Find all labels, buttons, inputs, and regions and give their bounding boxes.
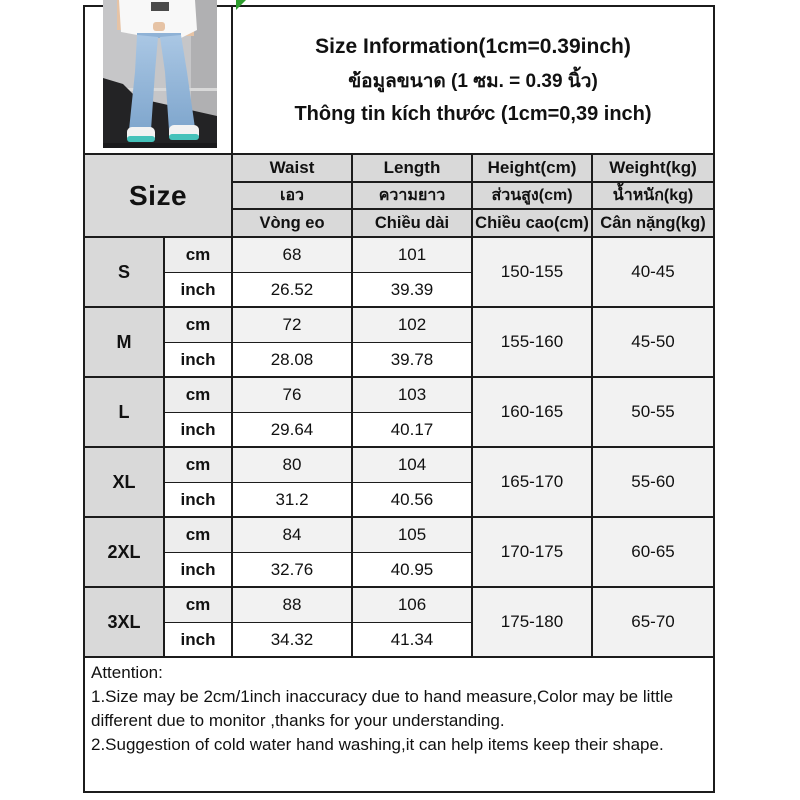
waist-cm-value: 76: [233, 378, 353, 413]
size-label: L: [85, 378, 165, 448]
unit-cm-cell: cm: [165, 308, 233, 343]
unit-inch-cell: inch: [165, 413, 233, 448]
green-corner-marker-icon: [236, 0, 246, 10]
col-header-weight-th: น้ำหนัก(kg): [593, 183, 713, 210]
waist-cm-value: 72: [233, 308, 353, 343]
height-range-value: 150-155: [473, 238, 593, 308]
attention-line-2: 2.Suggestion of cold water hand washing,it can help items keep their shape.: [91, 735, 664, 755]
col-header-length-vi: Chiều dài: [353, 210, 473, 238]
col-header-waist-en: Waist: [233, 155, 353, 183]
size-label: XL: [85, 448, 165, 518]
size-chart-sheet: [83, 5, 715, 793]
unit-cm-cell: cm: [165, 518, 233, 553]
title-block: [233, 7, 713, 155]
col-header-height-th: ส่วนสูง(cm): [473, 183, 593, 210]
height-range-value: 170-175: [473, 518, 593, 588]
unit-inch-cell: inch: [165, 483, 233, 518]
waist-inch-value: 34.32: [233, 623, 353, 658]
attention-line-1: 1.Size may be 2cm/1inch inaccuracy due to hand measure,Color may be little different due to monitor ,thanks for your understanding.: [91, 687, 674, 731]
length-cm-value: 106: [353, 588, 473, 623]
waist-inch-value: 32.76: [233, 553, 353, 588]
title-vietnamese: Thông tin kích thước (1cm=0,39 inch): [294, 102, 652, 125]
length-cm-value: 101: [353, 238, 473, 273]
length-inch-value: 39.39: [353, 273, 473, 308]
size-label: M: [85, 308, 165, 378]
length-inch-value: 40.17: [353, 413, 473, 448]
col-header-length-th: ความยาว: [353, 183, 473, 210]
waist-cm-value: 68: [233, 238, 353, 273]
weight-range-value: 60-65: [593, 518, 713, 588]
waist-cm-value: 88: [233, 588, 353, 623]
attention-note: [85, 658, 713, 791]
length-cm-value: 103: [353, 378, 473, 413]
length-cm-value: 104: [353, 448, 473, 483]
col-header-waist-vi: Vòng eo: [233, 210, 353, 238]
attention-heading: Attention:: [91, 663, 163, 682]
height-range-value: 160-165: [473, 378, 593, 448]
unit-cm-cell: cm: [165, 378, 233, 413]
size-label: S: [85, 238, 165, 308]
length-inch-value: 40.95: [353, 553, 473, 588]
col-header-height-en: Height(cm): [473, 155, 593, 183]
weight-range-value: 40-45: [593, 238, 713, 308]
size-label: 2XL: [85, 518, 165, 588]
title-english: Size Information(1cm=0.39inch): [315, 34, 631, 58]
col-header-weight-vi: Cân nặng(kg): [593, 210, 713, 238]
length-cm-value: 105: [353, 518, 473, 553]
title-thai: ข้อมูลขนาด (1 ซม. = 0.39 นิ้ว): [348, 70, 598, 92]
length-inch-value: 40.56: [353, 483, 473, 518]
waist-inch-value: 26.52: [233, 273, 353, 308]
weight-range-value: 50-55: [593, 378, 713, 448]
waist-inch-value: 31.2: [233, 483, 353, 518]
unit-cm-cell: cm: [165, 588, 233, 623]
unit-inch-cell: inch: [165, 553, 233, 588]
unit-cm-cell: cm: [165, 238, 233, 273]
height-range-value: 165-170: [473, 448, 593, 518]
length-inch-value: 39.78: [353, 343, 473, 378]
col-header-waist-th: เอว: [233, 183, 353, 210]
waist-inch-value: 28.08: [233, 343, 353, 378]
model-in-light-blue-wide-leg-jeans-photo: [103, 0, 217, 148]
unit-inch-cell: inch: [165, 623, 233, 658]
unit-cm-cell: cm: [165, 448, 233, 483]
length-cm-value: 102: [353, 308, 473, 343]
size-label: 3XL: [85, 588, 165, 658]
col-header-weight-en: Weight(kg): [593, 155, 713, 183]
weight-range-value: 65-70: [593, 588, 713, 658]
height-range-value: 175-180: [473, 588, 593, 658]
length-inch-value: 41.34: [353, 623, 473, 658]
col-header-height-vi: Chiều cao(cm): [473, 210, 593, 238]
weight-range-value: 45-50: [593, 308, 713, 378]
weight-range-value: 55-60: [593, 448, 713, 518]
waist-cm-value: 84: [233, 518, 353, 553]
col-header-length-en: Length: [353, 155, 473, 183]
product-photo: [103, 0, 217, 148]
waist-cm-value: 80: [233, 448, 353, 483]
unit-inch-cell: inch: [165, 273, 233, 308]
waist-inch-value: 29.64: [233, 413, 353, 448]
unit-inch-cell: inch: [165, 343, 233, 378]
size-header-cell: Size: [85, 155, 233, 238]
height-range-value: 155-160: [473, 308, 593, 378]
